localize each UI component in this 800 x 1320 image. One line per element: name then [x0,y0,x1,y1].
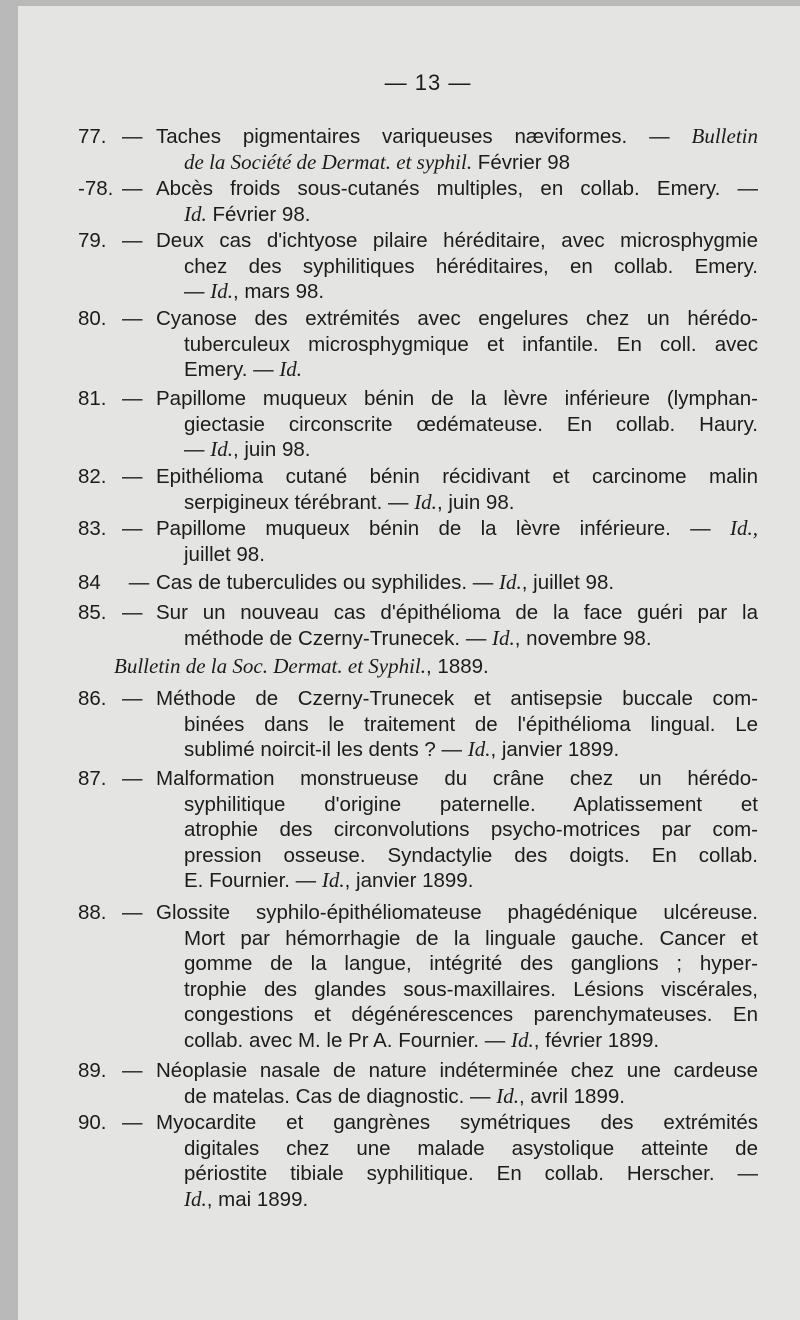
entry-85: 85. — Sur un nouveau cas d'épithélioma de la face guéri par la méthode de Czerny-Trunecek. — Id., novembre 98. [78,601,758,650]
entry-79: 79. — Deux cas d'ichtyose pilaire héréditaire, avec microsphygmie chez des syphilitiques héréditaires, en collab. Emery. — Id., mars 98. [78,229,758,304]
entry-83: 83. — Papillome muqueux bénin de la lèvre inférieure. — Id., juillet 98. [78,516,759,566]
entry-86: 86. — Méthode de Czerny-Trunecek et antisepsie buccale com- binées dans le traitement de l'épithélioma lingual. Le sublimé noircit-il les dents ? — Id., janvier 1899. [78,687,758,762]
entry-80: 80. — Cyanose des extrémités avec engelures chez un hérédo- tuberculeux microsphygmique et infantile. En coll. avec Emery. — Id. [78,307,758,382]
entry-89: 89. — Néoplasie nasale de nature indéterminée chez une cardeuse de matelas. Cas de diagnostic. — Id., avril 1899. [78,1059,758,1108]
entry-90: 90. — Myocardite et gangrènes symétriques des extrémités digitales chez une malade asystolique atteinte de périostite tibiale syphilitique. En collab. Herscher. — Id., mai 1899. [78,1111,758,1211]
bulletin-note: Bulletin de la Soc. Dermat. et Syphil., 1889. [114,654,489,678]
entry-81: 81. — Papillome muqueux bénin de la lèvre inférieure (lymphan- giectasie circonscrite œdémateuse. En collab. Haury. — Id., juin 98. [78,387,758,462]
entry-88: 88. — Glossite syphilo-épithéliomateuse phagédénique ulcéreuse. Mort par hémorrhagie de la linguale gauche. Cancer et gomme de la langue, intégrité des ganglions ; hyper- trophie des glandes sous-maxillaires. Lésions viscérales, congestions et dégénérescences parenchymateuses. En collab. avec M. le Pr A. Fournier. — Id., février 1899. [78,901,758,1052]
entry-77: 77. — Taches pigmentaires variqueuses næviformes. — Bulletin de la Société de Dermat. et syphil. Février 98 [78,124,758,174]
entry-78: -78. — Abcès froids sous-cutanés multiples, en collab. Emery. — Id. Février 98. [78,177,758,226]
entry-87: 87. — Malformation monstrueuse du crâne chez un hérédo- syphilitique d'origine paternelle. Aplatissement et atrophie des circonvolutions psycho-motrices par com- pression osseuse. Syndactylie des doigts. En collab. E. Fournier. — Id., janvier 1899. [78,767,758,893]
entry-number: 77. [78,125,107,148]
entry-82: 82. — Epithélioma cutané bénin récidivant et carcinome malin serpigineux térébrant. — Id., juin 98. [78,465,758,514]
entry-84: 84 — Cas de tuberculides ou syphilides. — Id., juillet 98. [78,570,615,594]
page-number: — 13 — [384,70,472,95]
document-page [18,6,800,1320]
